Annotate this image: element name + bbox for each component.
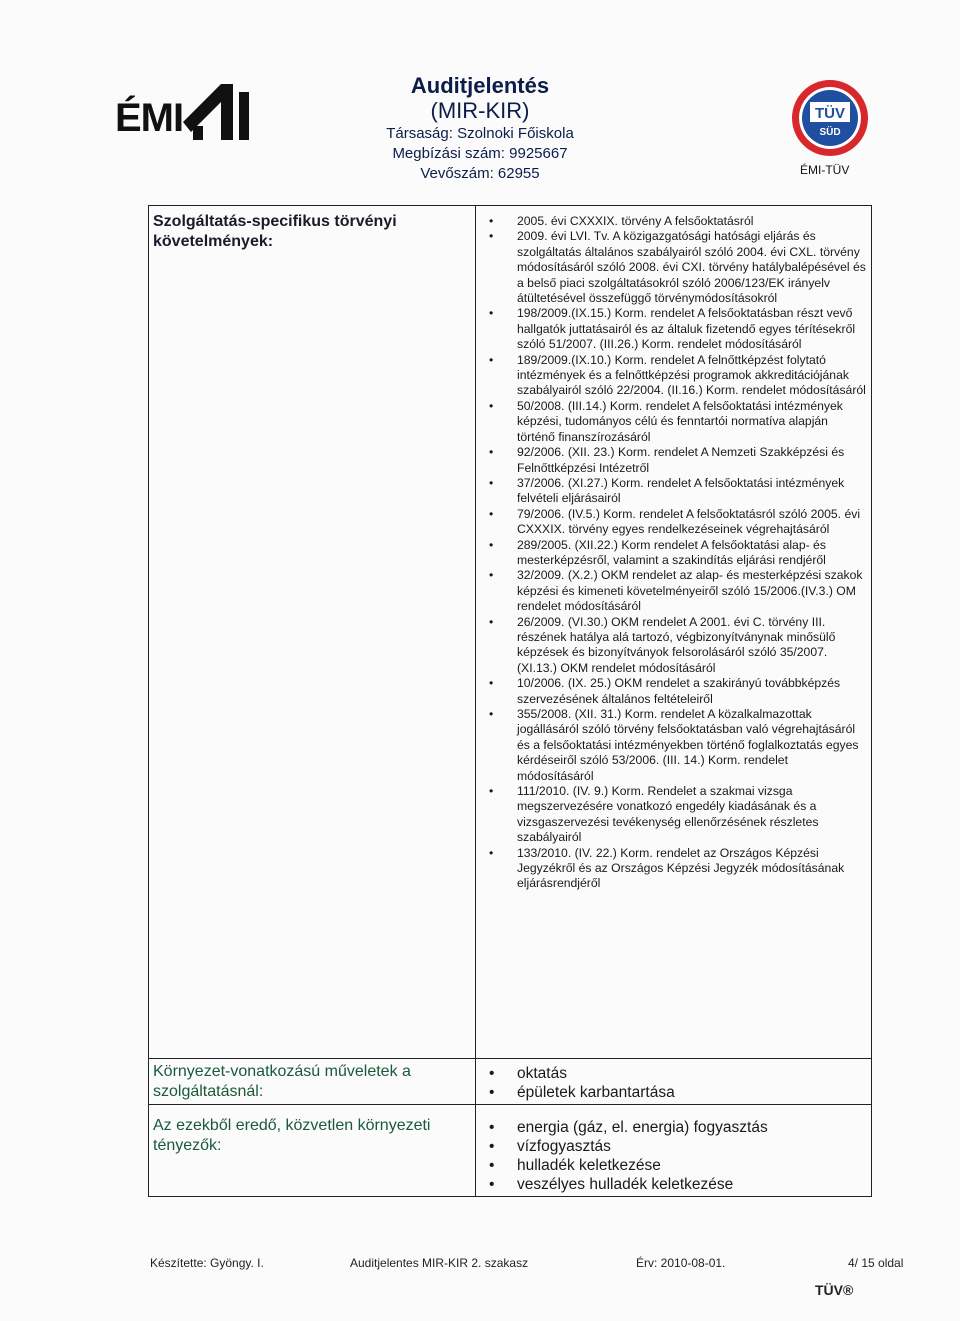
column-divider [475, 206, 476, 1196]
tuv-label: ÉMI-TÜV [800, 163, 850, 177]
company-line: Társaság: Szolnoki Főiskola [386, 125, 574, 142]
footer-document: Auditjelentes MIR-KIR 2. szakasz [350, 1256, 529, 1270]
list-item: • 50/2008. (III.14.) Korm. rendelet A felsőoktatási intézmények képzési, tudományos célú és fenntartói normatíva alapján történő finanszírozásáról [483, 399, 867, 445]
customer-line: Vevőszám: 62955 [420, 165, 540, 182]
list-item: • 355/2008. (XII. 31.) Korm. rendelet A közalkalmazottak jogállásáról szóló törvény felsőoktatásban való végrehajtásáról és a felsőoktatási intézményekben történő foglalkoztatás egyes kérdéseiről szóló 53/2006. (III. 14.) Korm. rendelet módosításáról [483, 707, 867, 784]
list-item: • épületek karbantartása [483, 1083, 867, 1102]
operations-list [483, 1064, 867, 1102]
footer-author: Készítette: Gyöngy. I. [150, 1256, 264, 1270]
list-item: • 189/2009.(IX.10.) Korm. rendelet A felnőttképzést folytató intézmények és a felnőttképzési programok akkreditációjának szabályairól szóló 22/2004. (II.16.) Korm. rendelet módosításáról [483, 353, 867, 399]
list-item: • hulladék keletkezése [483, 1156, 867, 1175]
list-item: • 37/2006. (XI.27.) Korm. rendelet A felsőoktatási intézmények felvételi eljárásairól [483, 476, 867, 507]
list-item: • 289/2005. (XII.22.) Korm rendelet A felsőoktatási alap- és mesterképzésről, valamint a szakindítás eljárási rendjéről [483, 538, 867, 569]
row-divider [149, 1104, 871, 1105]
tuv-badge-bottom: SÜD [819, 127, 841, 138]
list-item: • 133/2010. (IV. 22.) Korm. rendelet az Országos Képzési Jegyzékről és az Országos Képzési Jegyzék módosításának eljárásrendjéről [483, 846, 867, 892]
list-item: • vízfogyasztás [483, 1137, 867, 1156]
row-label-legal: Szolgáltatás-specifikus törvényi követelmények: [153, 213, 397, 250]
tuv-badge-icon [790, 78, 870, 158]
report-heading [360, 74, 600, 184]
list-item: • 79/2006. (IV.5.) Korm. rendelet A felsőoktatásról szóló 2005. évi CXXXIX. törvény egyes rendelkezéseinek végrehajtásáról [483, 507, 867, 538]
factors-list [483, 1118, 867, 1194]
list-item: • 32/2009. (X.2.) OKM rendelet az alap- és mesterképzési szakok képzési és kimeneti követelményeiről szóló 15/2006.(IV.3.) OM rendelet módosításáról [483, 568, 867, 614]
row-label-factors: Az ezekből eredő, közvetlen környezeti tényezők: [153, 1117, 431, 1154]
footer-page: 4/ 15 oldal [848, 1256, 904, 1270]
row-label-operations: Környezet-vonatkozású műveletek a szolgáltatásnál: [153, 1063, 411, 1100]
list-item: • 92/2006. (XII. 23.) Korm. rendelet A Nemzeti Szakképzési és Felnőttképzési Intézetről [483, 445, 867, 476]
list-item: • 2009. évi LVI. Tv. A közigazgatósági hatósági eljárás és szolgáltatás általános szabályairól szóló 2004. évi CXL. törvény módosításáról szóló 2008. évi CXI. törvény hatálybalépésével és a belső piaci szolgáltatásokról szóló 2006/123/EK irányelv átültetésével összefüggő törvénymódosításokról [483, 229, 867, 306]
list-item: • energia (gáz, el. energia) fogyasztás [483, 1118, 867, 1137]
list-item: • 10/2006. (IX. 25.) OKM rendelet a szakirányú továbbképzés szervezésének általános feltételeiről [483, 676, 867, 707]
list-item: • veszélyes hulladék keletkezése [483, 1175, 867, 1194]
requirements-table [148, 205, 872, 1197]
report-title: Auditjelentés [410, 73, 550, 98]
report-subtitle: (MIR-KIR) [430, 98, 530, 123]
footer-valid: Érv: 2010-08-01. [636, 1256, 726, 1270]
emi-logo-text: ÉMI [115, 96, 184, 140]
legal-list [483, 214, 867, 892]
page-header [0, 0, 960, 200]
emi-logo-mark [173, 82, 253, 142]
emi-logo [115, 82, 250, 142]
tuv-badge-top: TÜV [815, 105, 845, 122]
list-item: • 111/2010. (IV. 9.) Korm. Rendelet a szakmai vizsga megszervezésére vonatkozó engedély kiadásának és a vizsgaszervezési tevékenység ellenőrzésének részletes szabályairól [483, 784, 867, 846]
list-item: • 26/2009. (VI.30.) OKM rendelet A 2001. évi C. törvény III. részének hatálya alá tartozó, végbizonyítványnak minősülő képzések és bizonyítványok felsorolásáról szóló 35/2007. (XI.13.) OKM rendelet módosításáról [483, 615, 867, 677]
list-item: • 198/2009.(IX.15.) Korm. rendelet A felsőoktatásban részt vevő hallgatók juttatásairól és az általuk fizetendő egyes térítésekről szóló 51/2007. (III.26.) Korm. rendelet módosításáról [483, 306, 867, 352]
tuv-footer-mark: TÜV® [815, 1282, 854, 1298]
list-item: • 2005. évi CXXXIX. törvény A felsőoktatásról [483, 214, 867, 229]
row-divider [149, 1058, 871, 1059]
list-item: • oktatás [483, 1064, 867, 1083]
contract-line: Megbízási szám: 9925667 [392, 145, 568, 162]
